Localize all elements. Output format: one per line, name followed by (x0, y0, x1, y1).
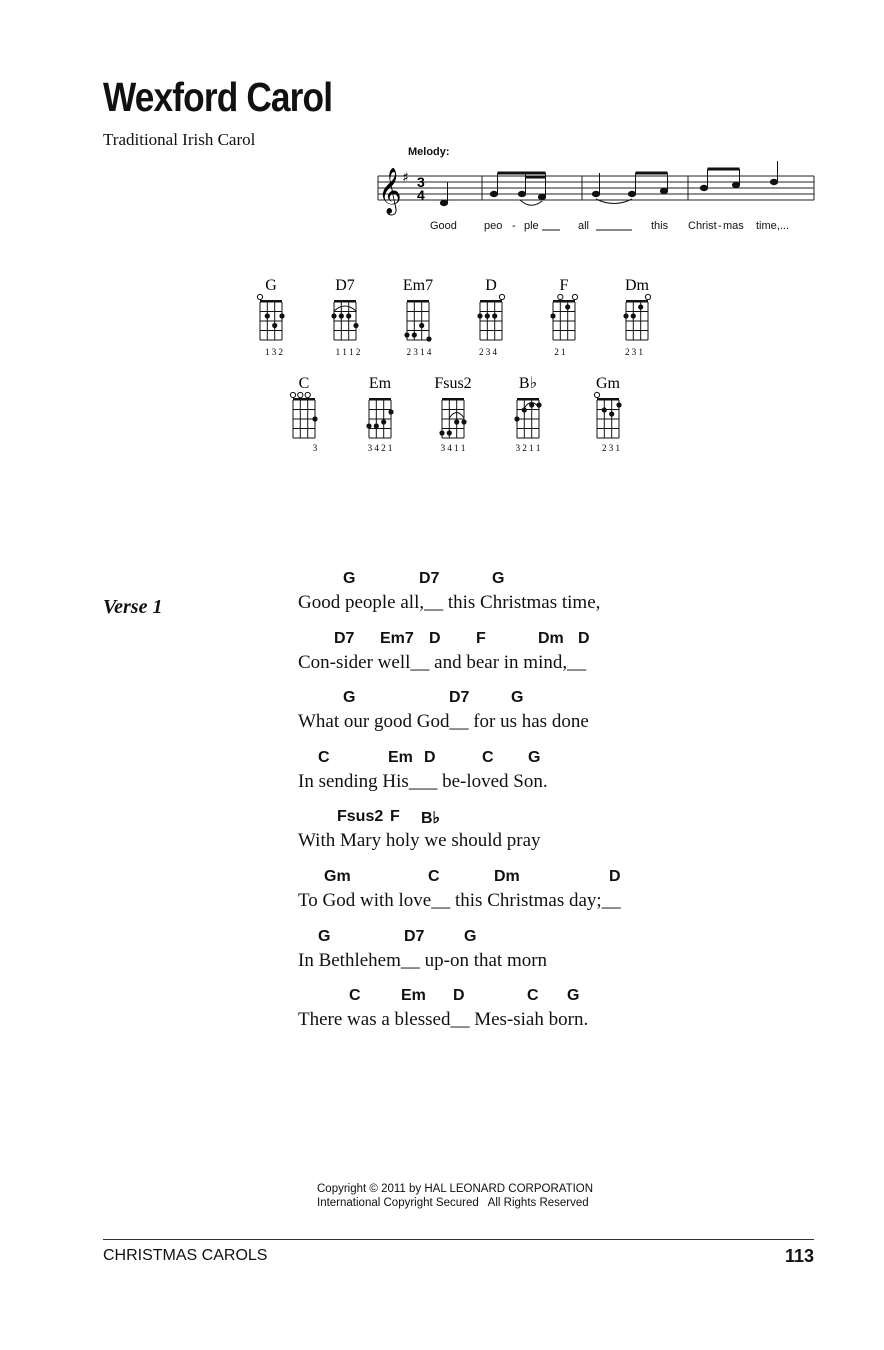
chord-diagram-g (257, 277, 284, 357)
svg-text:B♭: B♭ (518, 375, 538, 392)
chord: C (428, 867, 440, 885)
chord-line (298, 868, 758, 890)
chord-diagram-dm (623, 277, 650, 357)
svg-text:3 4 2 1: 3 4 2 1 (367, 443, 393, 453)
lyric-line: In sending His___ be-loved Son. (298, 770, 548, 792)
chord-diagram-em (366, 375, 393, 453)
svg-text:D: D (485, 277, 497, 294)
lyric-line: Con-sider well__ and bear in mind,__ (298, 651, 587, 673)
lyric-syllable: mas (723, 220, 744, 232)
chord: Dm (494, 867, 520, 885)
lyric-line: There was a blessed__ Mes-siah born. (298, 1009, 589, 1031)
song-subtitle: Traditional Irish Carol (103, 130, 256, 149)
svg-text:Em: Em (368, 375, 392, 392)
chord: C (527, 987, 539, 1005)
chord: Fsus2 (337, 808, 384, 826)
chord: G (492, 570, 505, 587)
chord: Gm (324, 867, 351, 885)
chord-line (298, 630, 758, 652)
chord-line (298, 689, 758, 711)
svg-text:3 4 1 1: 3 4 1 1 (440, 443, 466, 453)
chord: D (424, 748, 436, 766)
chord: G (464, 927, 477, 945)
lyric-line: In Bethlehem__ up-on that morn (298, 949, 548, 971)
copyright-line: Copyright © 2011 by HAL LEONARD CORPORATION (317, 1183, 594, 1195)
chord: G (343, 570, 356, 587)
verse-lyrics (298, 570, 758, 1047)
chord: Dm (538, 629, 564, 647)
svg-text:Dm: Dm (625, 277, 649, 294)
sharp-icon: ♯ (402, 170, 409, 186)
chord: D7 (419, 570, 440, 587)
chord: D (609, 867, 621, 885)
chord-diagram-d (477, 277, 504, 357)
svg-text:2 3 4: 2 3 4 (479, 347, 497, 357)
chord: C (482, 748, 494, 766)
chord: G (528, 748, 541, 766)
chord: G (511, 689, 524, 707)
chord-line (298, 570, 758, 592)
lyric-line: With Mary holy we should pray (298, 830, 541, 852)
chord: Em (388, 748, 413, 766)
svg-text:1 1 1 2: 1 1 1 2 (335, 347, 361, 357)
chord-diagram-em7 (403, 277, 433, 357)
chord: D7 (449, 689, 470, 707)
chord: D (429, 629, 441, 647)
chord: C (349, 987, 361, 1005)
song-title: Wexford Carol (103, 74, 333, 120)
chord: Em (401, 987, 426, 1005)
lyric-line: What our good God__ for us has done (298, 711, 589, 733)
chord: C (318, 748, 330, 766)
lyric-syllable: ple (524, 220, 539, 232)
book-title: CHRISTMAS CAROLS (103, 1247, 268, 1264)
svg-text:1 3 2: 1 3 2 (265, 347, 283, 357)
chord-line (298, 808, 758, 830)
svg-text:G: G (265, 277, 277, 294)
svg-text:Em7: Em7 (402, 277, 434, 294)
lyric-syllable: peo (484, 220, 503, 232)
chord: F (476, 629, 486, 647)
time-sig-bottom: 4 (417, 187, 425, 203)
chord-diagram-d7 (331, 277, 360, 357)
lyric-syllable: time,... (756, 220, 790, 232)
chord: D7 (334, 629, 355, 647)
chord: G (567, 987, 580, 1005)
time-sig-top: 3 (417, 174, 425, 190)
chord: G (318, 927, 331, 945)
svg-text:Gm: Gm (596, 375, 620, 392)
chord: G (343, 689, 356, 707)
chord-line (298, 987, 758, 1009)
lyric-syllable: this (651, 220, 669, 232)
copyright-line: International Copyright Secured All Rights Reserved (317, 1197, 589, 1209)
chord-line (298, 928, 758, 950)
verse-label: Verse 1 (103, 596, 163, 618)
chord: D7 (404, 927, 425, 945)
lyric-syllable: Christ (688, 220, 717, 232)
svg-text:2 3 1 4: 2 3 1 4 (406, 347, 432, 357)
copyright-notice (317, 1182, 593, 1210)
chord-line (298, 749, 758, 771)
melody-label: Melody: (408, 146, 450, 158)
svg-text:2 1: 2 1 (554, 347, 566, 357)
chord-diagram-gm (594, 375, 621, 453)
chord: B♭ (421, 810, 441, 828)
svg-text:3 2 1 1: 3 2 1 1 (515, 443, 541, 453)
lyric-syllable: all (578, 220, 590, 232)
svg-text:D7: D7 (335, 277, 355, 294)
chord-diagrams (0, 0, 884, 480)
svg-text:2 3 1: 2 3 1 (602, 443, 620, 453)
svg-text:Fsus2: Fsus2 (434, 375, 472, 392)
chord: Em7 (380, 629, 414, 647)
svg-text:2 3 1: 2 3 1 (625, 347, 643, 357)
lyric-syllable: - (718, 220, 722, 232)
treble-clef-icon: 𝄞 (378, 168, 402, 214)
chord-diagram-b-flat (514, 375, 541, 453)
chord: D (453, 987, 465, 1005)
svg-text:C: C (298, 375, 310, 392)
lyric-syllable: - (512, 220, 516, 232)
footer-divider (103, 1239, 814, 1240)
chord-diagram-f (550, 277, 577, 357)
svg-text:3: 3 (312, 443, 318, 453)
page-number: 113 (784, 1246, 814, 1266)
chord-diagram-c (290, 375, 317, 453)
chord: F (390, 808, 400, 826)
chord: D (578, 629, 590, 647)
chord-diagram-fsus2 (434, 375, 471, 453)
lyric-syllable: Good (430, 220, 457, 232)
lyric-line: To God with love__ this Christmas day;__ (298, 889, 621, 911)
svg-text:F: F (559, 277, 569, 294)
lyric-line: Good people all,__ this Christmas time, (298, 592, 601, 613)
